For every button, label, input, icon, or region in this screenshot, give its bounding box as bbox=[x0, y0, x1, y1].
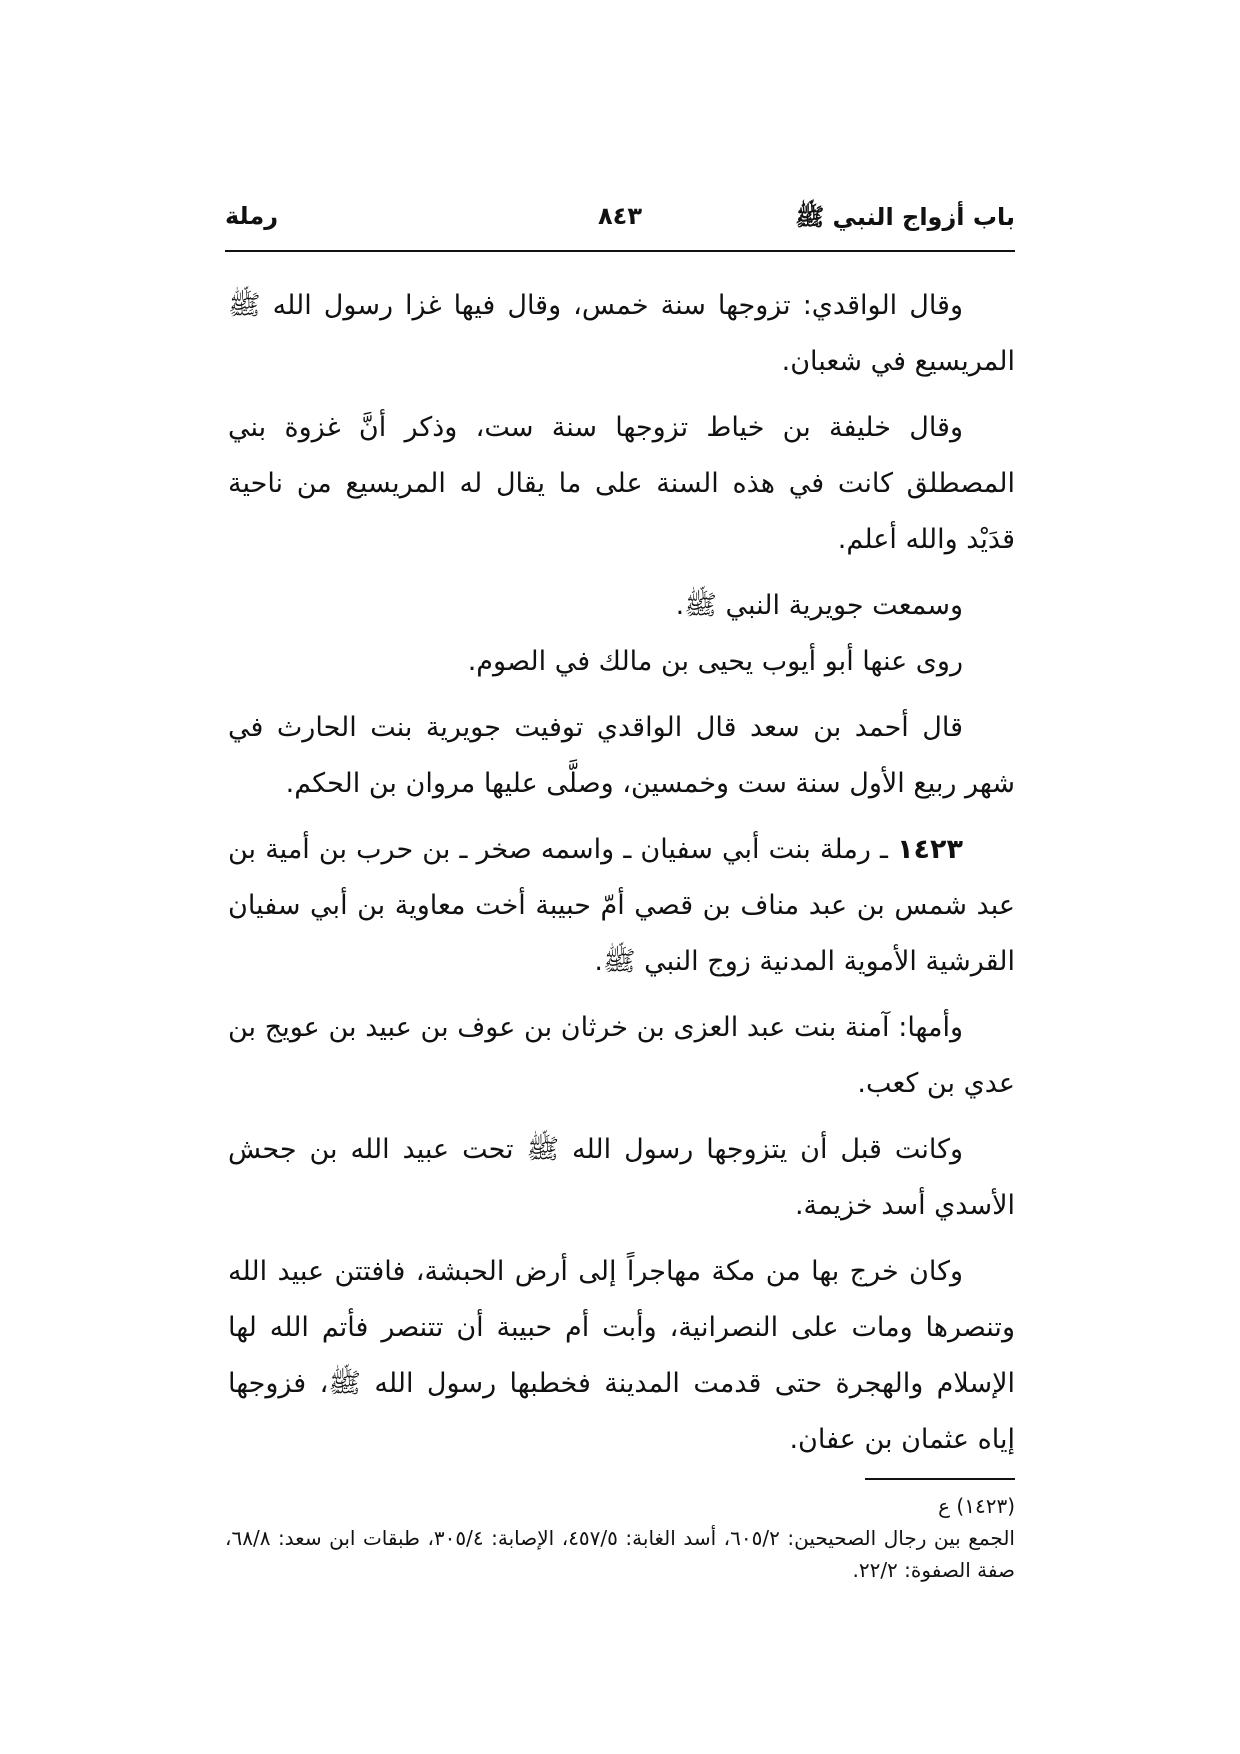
running-header bbox=[225, 202, 1015, 246]
paragraph-6: وأمها: آمنة بنت عبد العزى بن خرثان بن عوف بن عبيد بن عويج بن عدي بن كعب. bbox=[228, 1012, 1015, 1099]
main-text bbox=[228, 278, 1015, 1478]
footnotes bbox=[225, 1490, 1015, 1586]
paragraph-7: وكانت قبل أن يتزوجها رسول الله ﷺ تحت عبيد الله بن جحش الأسدي أسد خزيمة. bbox=[228, 1134, 1015, 1221]
paragraph-4: روى عنها أبو أيوب يحيى بن مالك في الصوم. bbox=[467, 646, 963, 677]
page-number: ٨٤٣ bbox=[598, 202, 642, 230]
header-chapter-title: باب أزواج النبي ﷺ bbox=[795, 203, 1015, 231]
paragraph-8: وكان خرج بها من مكة مهاجراً إلى أرض الحبشة، فافتتن عبيد الله وتنصرها ومات على النصرانية، وأبت أم حبيبة أن تتنصر فأتم الله لها الإسلام والهجرة حتى قدمت المدينة فخطبها رسول الله ﷺ، فزوجها إياه عثمان بن عفان. bbox=[228, 1256, 1015, 1455]
paragraph-2: وقال خليفة بن خياط تزوجها سنة ست، وذكر أنَّ غزوة بني المصطلق كانت في هذه السنة على ما يقال له المريسيع من ناحية قدَيْد والله أعلم. bbox=[228, 412, 1015, 555]
footnote-text: الجمع بين رجال الصحيحين: ٦٠٥/٢، أسد الغابة: ٤٥٧/٥، الإصابة: ٣٠٥/٤، طبقات ابن سعد: ٦٨/٨، صفة الصفوة: ٢٢/٢. bbox=[225, 1526, 1015, 1582]
entry-text: ـ رملة بنت أبي سفيان ـ واسمه صخر ـ بن حرب بن أمية بن عبد شمس بن عبد مناف بن قصي أمّ حبيبة أخت معاوية بن أبي سفيان القرشية الأموية المدنية زوج النبي ﷺ. bbox=[228, 834, 1015, 977]
paragraph-3: وسمعت جويرية النبي ﷺ. bbox=[675, 590, 963, 621]
entry-number: ١٤٢٣ bbox=[897, 834, 963, 865]
header-divider bbox=[225, 250, 1015, 252]
paragraph-5: قال أحمد بن سعد قال الواقدي توفيت جويرية بنت الحارث في شهر ربيع الأول سنة ست وخمسين، وصلَّى عليها مروان بن الحكم. bbox=[228, 712, 1015, 799]
footnote-reference: (١٤٢٣) ع bbox=[938, 1494, 1015, 1518]
footnote-divider bbox=[865, 1478, 1015, 1480]
entry-paragraph bbox=[228, 822, 1015, 990]
header-entry-name: رملة bbox=[225, 202, 279, 230]
paragraph-1: وقال الواقدي: تزوجها سنة خمس، وقال فيها غزا رسول الله ﷺ المريسيع في شعبان. bbox=[228, 290, 1015, 377]
